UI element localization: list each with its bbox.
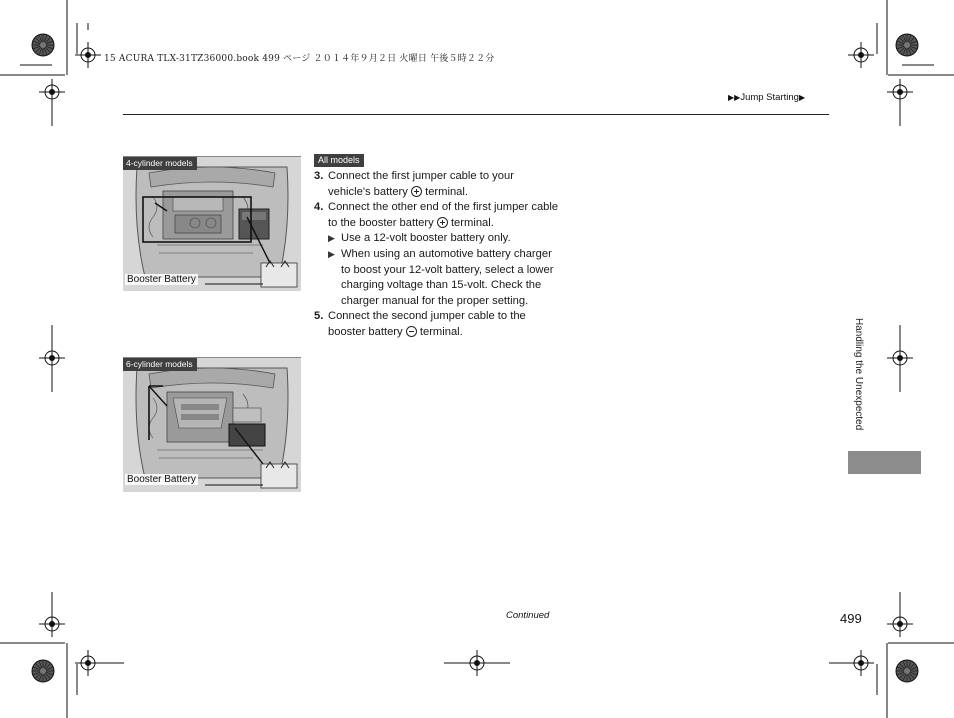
step-text-end: terminal. [419, 325, 463, 338]
figure-model-tag: 6-cylinder models [123, 358, 197, 371]
jump-start-steps [314, 169, 559, 341]
breadcrumb-trailing-arrow-icon: ▶ [798, 93, 806, 102]
step-text: Connect the second jumper cable to the booster battery [328, 310, 526, 338]
section-tab-label[interactable]: Handling the Unexpected [853, 318, 864, 431]
step-4 [314, 200, 559, 231]
positive-terminal-icon [411, 186, 422, 197]
figure-caption: Booster Battery [127, 474, 196, 485]
page-number: 499 [840, 611, 862, 626]
note-arrow-icon: ▶ [328, 233, 335, 244]
continued-note: Continued [506, 610, 550, 621]
step-number: 5. [314, 310, 324, 323]
note-charger [314, 247, 559, 309]
section-tab-marker[interactable] [848, 451, 921, 474]
all-models-tag: All models [314, 154, 364, 167]
breadcrumb-arrows-icon: ▶▶ [728, 93, 741, 102]
note-text: Use a 12-volt booster battery only. [341, 232, 511, 245]
note-arrow-icon: ▶ [328, 248, 335, 259]
step-number: 4. [314, 201, 324, 214]
breadcrumb-label[interactable]: Jump Starting [740, 92, 799, 103]
figure-model-tag: 4-cylinder models [123, 157, 197, 170]
figure-caption: Booster Battery [127, 274, 196, 285]
step-text: Connect the other end of the first jumper cable to the booster battery [328, 201, 559, 229]
header-rule [123, 114, 829, 115]
engine-bay-illustration [123, 157, 301, 291]
note-12-volt [314, 231, 559, 247]
step-5 [314, 309, 559, 340]
note-text: When using an automotive battery charger to boost your 12-volt battery, select a lower charging voltage than 15-volt. Check the charger manual for the proper setting. [341, 247, 554, 307]
step-number: 3. [314, 170, 324, 182]
step-text-end: terminal. [425, 185, 468, 198]
step-text: Connect the first jumper cable to your vehicle's battery [328, 170, 514, 198]
step-3 [314, 169, 559, 200]
positive-terminal-icon [437, 217, 448, 228]
engine-bay-illustration [123, 358, 301, 492]
step-text-end: terminal. [450, 216, 494, 229]
negative-terminal-icon [406, 326, 417, 337]
figure-4-cylinder-engine-bay [123, 156, 301, 291]
figure-6-cylinder-engine-bay [123, 357, 301, 492]
book-print-info: 15 ACURA TLX-31TZ36000.book 499 ページ ２０１４年９月２日 火曜日 午後５時２２分 [104, 54, 495, 64]
breadcrumb[interactable] [728, 92, 805, 103]
